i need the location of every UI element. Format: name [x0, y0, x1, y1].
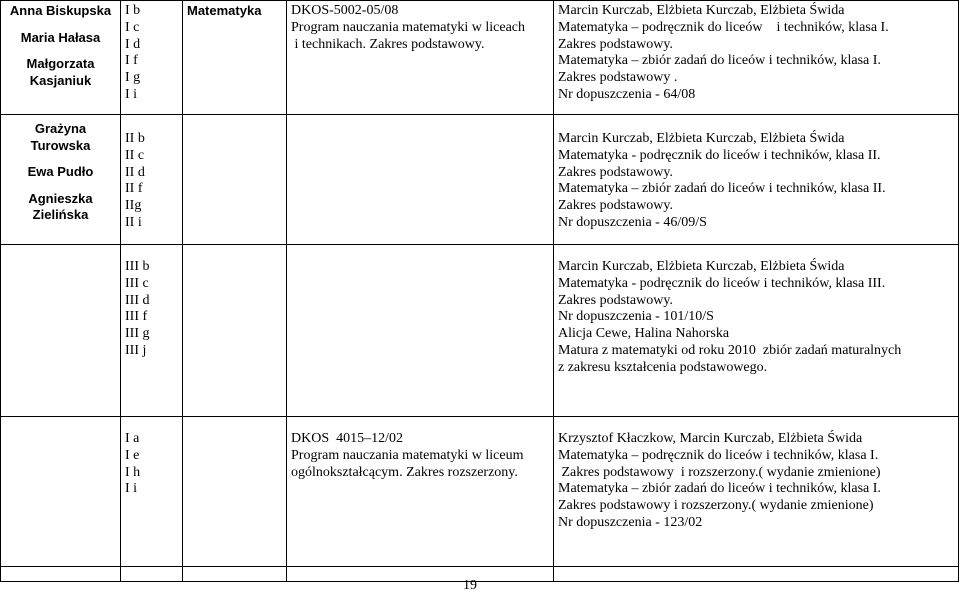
program-line: DKOS-5002-05/08: [291, 3, 399, 18]
book-line: Zakres podstawowy.: [558, 36, 673, 52]
book-line: Alicja Cewe, Halina Nahorska: [558, 326, 730, 342]
book-line: Nr dopuszczenia - 64/08: [558, 86, 696, 102]
program-cell: [287, 245, 554, 417]
subject-cell: [183, 1, 287, 115]
class-label: I i: [125, 86, 138, 102]
program-line: ogólnokształcącym. Zakres rozszerzony.: [291, 464, 518, 480]
class-label: I e: [125, 447, 140, 463]
class-label: II f: [125, 181, 143, 197]
classes-cell: [121, 1, 183, 115]
teacher-name: Małgorzata Kasjaniuk: [26, 56, 95, 88]
program-line: Program nauczania matematyki w liceum: [291, 447, 524, 463]
class-label: I i: [125, 481, 138, 497]
program-cell: [287, 1, 554, 115]
table-row: [1, 417, 959, 567]
program-line: i technikach. Zakres podstawowy.: [291, 36, 485, 52]
book-line: Marcin Kurczab, Elżbieta Kurczab, Elżbieta Świda: [558, 3, 845, 18]
book-line: z zakresu kształcenia podstawowego.: [558, 359, 768, 375]
books-cell: [554, 1, 959, 115]
book-line: Krzysztof Kłaczkow, Marcin Kurczab, Elżbieta Świda: [558, 431, 863, 446]
book-line: Zakres podstawowy.: [558, 198, 673, 214]
teachers-cell: [1, 417, 121, 567]
class-label: II b: [125, 131, 145, 146]
class-label: I g: [125, 70, 141, 86]
book-line: Marcin Kurczab, Elżbieta Kurczab, Elżbieta Świda: [558, 259, 845, 274]
book-line: Zakres podstawowy i rozszerzony.( wydanie zmienione): [558, 498, 874, 514]
book-line: Matematyka - podręcznik do liceów i techników, klasa II.: [558, 147, 881, 163]
book-line: Zakres podstawowy.: [558, 164, 673, 180]
teachers-cell: [1, 1, 121, 115]
class-label: IIg: [125, 198, 142, 214]
teacher-name: Maria Hałasa: [20, 29, 101, 45]
table-row: [1, 115, 959, 245]
book-line: Zakres podstawowy.: [558, 292, 673, 308]
classes-cell: [121, 115, 183, 245]
books-cell: [554, 115, 959, 245]
class-label: III j: [125, 342, 147, 358]
subject-cell: [183, 115, 287, 245]
class-label: II i: [125, 214, 142, 230]
program-cell: [287, 115, 554, 245]
book-line: Nr dopuszczenia - 46/09/S: [558, 214, 707, 230]
class-label: II d: [125, 164, 145, 180]
class-label: I h: [125, 464, 141, 480]
book-line: Zakres podstawowy .: [558, 70, 678, 86]
book-line: Matematyka – podręcznik do liceów i techników, klasa I.: [558, 19, 889, 35]
classes-cell: [121, 245, 183, 417]
class-label: III f: [125, 309, 148, 325]
teacher-name: Anna Biskupska: [9, 3, 112, 18]
book-line: Matematyka – podręcznik do liceów i techników, klasa I.: [558, 447, 879, 463]
class-label: III c: [125, 275, 149, 291]
class-label: I c: [125, 19, 140, 35]
table-row: [1, 1, 959, 115]
books-cell: [554, 245, 959, 417]
class-label: III g: [125, 326, 150, 342]
program-line: DKOS 4015–12/02: [291, 431, 404, 446]
class-label: I b: [125, 3, 141, 18]
teacher-name: Grażyna Turowska: [30, 121, 91, 153]
teacher-name: Ewa Pudło: [27, 164, 94, 179]
page-number: 19: [463, 578, 477, 593]
book-line: Matematyka – zbiór zadań do liceów i techników, klasa I.: [558, 53, 881, 69]
class-label: III d: [125, 292, 150, 308]
program-line: Program nauczania matematyki w liceach: [291, 19, 526, 35]
subject-cell: [183, 245, 287, 417]
subject-cell: [183, 417, 287, 567]
book-line: Matematyka – zbiór zadań do liceów i techników, klasa I.: [558, 481, 881, 497]
books-cell: [554, 417, 959, 567]
book-line: Matematyka – zbiór zadań do liceów i techników, klasa II.: [558, 181, 886, 197]
class-label: II c: [125, 147, 145, 163]
teachers-cell: [1, 245, 121, 417]
book-line: Matematyka - podręcznik do liceów i techników, klasa III.: [558, 275, 886, 291]
book-line: Nr dopuszczenia - 101/10/S: [558, 309, 714, 325]
book-line: Nr dopuszczenia - 123/02: [558, 514, 703, 530]
table-row: [1, 245, 959, 417]
classes-cell: [121, 417, 183, 567]
book-line: Matura z matematyki od roku 2010 zbiór zadań maturalnych: [558, 342, 902, 358]
program-cell: [287, 417, 554, 567]
teachers-cell: [1, 115, 121, 245]
teacher-name: Agnieszka Zielińska: [28, 190, 93, 222]
subject-label: Matematyka: [187, 3, 262, 18]
class-label: I d: [125, 36, 141, 52]
class-label: I f: [125, 53, 138, 69]
class-label: III b: [125, 259, 150, 274]
book-line: Marcin Kurczab, Elżbieta Kurczab, Elżbieta Świda: [558, 131, 845, 146]
class-label: I a: [125, 431, 140, 446]
book-line: Zakres podstawowy i rozszerzony.( wydanie zmienione): [558, 464, 881, 480]
